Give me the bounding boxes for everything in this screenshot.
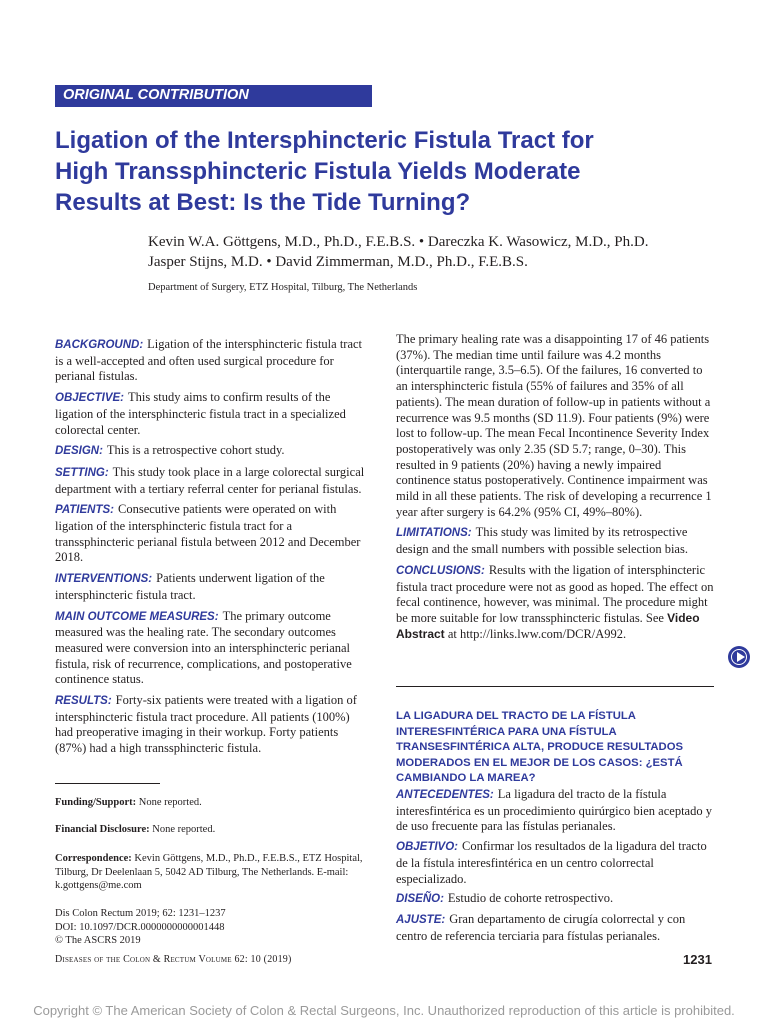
spanish-abstract [396, 787, 714, 948]
note-label: Funding/Support: [55, 797, 137, 808]
section-text: Forty-six patients were treated with a ligation of intersphincteric fistula tract procedure. All patients (100%) had preoperative imaging in their workup. Forty patients (87%) had a high transsphincteric fistula. [55, 693, 357, 756]
section-text: This study was limited by its retrospective design and the small numbers with possible selection bias. [396, 525, 688, 557]
abstract-interventions [55, 571, 370, 603]
spanish-title-line: TRANSESFINTÉRICA ALTA, PRODUCE RESULTADOS [396, 741, 684, 754]
section-text: Consecutive patients were operated on with ligation of the intersphincteric fistula tract for a transsphincteric perianal fistula between 2012 and December 2018. [55, 502, 361, 565]
section-text: This study took place in a large colorectal surgical department with a tertiary referral center for perianal fistulas. [55, 464, 365, 496]
abstract-limitations [396, 525, 714, 557]
spanish-ajuste [396, 912, 714, 944]
section-text: The primary outcome measured was the healing rate. The secondary outcomes measured were conversion into an intersphincteric perianal fistula, risk of recurrence, complications, and postoperative continence status. [55, 608, 352, 687]
abstract-background [55, 337, 370, 385]
section-text: This study aims to confirm results of the ligation of the intersphincteric fistula tract in a specialized colorectal center. [55, 390, 346, 437]
note-text: None reported. [152, 824, 216, 835]
section-label: CONCLUSIONS: [396, 564, 485, 577]
abstract-right-column [396, 332, 714, 647]
section-label: AJUSTE: [396, 913, 446, 926]
section-label: MAIN OUTCOME MEASURES: [55, 610, 219, 623]
abstract-objective [55, 390, 370, 438]
affiliation: Department of Surgery, ETZ Hospital, Tilburg, The Netherlands [148, 282, 418, 293]
title-line: Ligation of the Intersphincteric Fistula Tract for [55, 127, 594, 154]
section-label: DESIGN: [55, 445, 103, 458]
ascrs-copyright: © The ASCRS 2019 [55, 935, 141, 946]
page-number: 1231 [683, 952, 712, 967]
video-abstract-link[interactable]: Video Abstract [396, 610, 700, 641]
section-text: Gran departamento de cirugía colorrectal y con centro de referencia terciaria para fístulas perianales. [396, 911, 686, 943]
section-label: ORIGINAL CONTRIBUTION [63, 87, 249, 103]
section-label: LIMITATIONS: [396, 527, 472, 540]
author-line: Jasper Stijns, M.D. • David Zimmerman, M.D., Ph.D., F.E.B.S. [148, 254, 528, 270]
spanish-title-line: CAMBIANDO LA MAREA? [396, 772, 536, 785]
spanish-title-line: INTERESFINTÉRICA PARA UNA FÍSTULA [396, 725, 617, 738]
spanish-title [396, 709, 696, 787]
column-divider [396, 686, 714, 687]
copyright-notice: Copyright © The American Society of Colon & Rectal Surgeons, Inc. Unauthorized reproduction of this article is prohibited. [33, 1003, 735, 1018]
section-text: Patients underwent ligation of the intersphincteric fistula tract. [55, 571, 325, 602]
correspondence-note [55, 852, 373, 893]
spanish-diseno [396, 891, 714, 908]
abstract-results-continued: The primary healing rate was a disappointing 17 of 46 patients (37%). The median time until failure was 4.2 months (interquartile range, 3.5–6.5). Of the failures, 16 converted to an intersphincteric fistula (55% of failures and 35% of all patients). The mean duration of follow-up in patients without a recurrence was 9.5 months (SD 11.9). Four patients (9%) were lost to follow-up. The mean Fecal Incontinence Severity Index postoperatively was only 2.35 (SD 5.7; range, 0–30). This resulted in 9 patients (20%) having a newly impaired continence status postoperatively. Continence impairment was mild in all these patients. The risk of developing a recurrence 1 year after surgery is 64.2% (95% CI, 49%–80%). [396, 332, 712, 519]
title-line: Results at Best: Is the Tide Turning? [55, 189, 471, 216]
section-text: Results with the ligation of intersphincteric fistula tract procedure were not as good as hoped. The effect on fecal continence, however, was minimal. The procedure might be more suitable for low transsphincteric fistulas. See [396, 562, 714, 625]
section-label: BACKGROUND: [55, 339, 144, 351]
abstract-left-column [55, 337, 370, 762]
spanish-title-line: LA LIGADURA DEL TRACTO DE LA FÍSTULA [396, 710, 636, 722]
section-label: SETTING: [55, 466, 109, 479]
footnote-divider [55, 783, 160, 784]
disclosure-note [55, 823, 375, 837]
citation-block [55, 907, 375, 948]
section-label: DISEÑO: [396, 893, 444, 906]
funding-note [55, 796, 375, 810]
video-url-link[interactable]: at http://links.lww.com/DCR/A992. [447, 626, 627, 641]
note-text: Kevin Göttgens, M.D., Ph.D., F.E.B.S., ETZ Hospital, Tilburg, Dr Deelenlaan 5, 5042 AD Tilburg, The Netherlands. E-mail: k.gottgens@me.com [55, 853, 363, 891]
abstract-conclusions [396, 563, 714, 643]
section-text: Estudio de cohorte retrospectivo. [447, 891, 614, 906]
section-label: OBJECTIVE: [55, 392, 125, 405]
section-text: La ligadura del tracto de la fístula interesfintérica es un procedimiento quirúrgico bien aceptado y de uso frecuente para las fístulas perianales. [396, 787, 712, 834]
abstract-outcomes [55, 609, 370, 689]
section-text: Ligation of the intersphincteric fistula tract is a well-accepted and often used surgical procedure for perianal fistulas. [55, 337, 363, 384]
section-label: OBJETIVO: [396, 841, 458, 854]
abstract-design [55, 443, 370, 460]
section-text: This is a retrospective cohort study. [106, 443, 285, 458]
video-play-icon[interactable] [728, 646, 750, 668]
spanish-title-line: MODERADOS EN EL MEJOR DE LOS CASOS: ¿ESTÁ [396, 756, 683, 769]
article-title [55, 125, 735, 218]
note-label: Financial Disclosure: [55, 824, 150, 835]
journal-footer: Diseases of the Colon & Rectum Volume 62: 10 (2019) [55, 954, 292, 965]
abstract-results [55, 693, 370, 757]
section-banner [55, 85, 372, 107]
section-label: ANTECEDENTES: [396, 789, 494, 801]
spanish-antecedentes [396, 787, 714, 835]
section-label: RESULTS: [55, 695, 112, 708]
spanish-objetivo [396, 839, 714, 887]
section-label: INTERVENTIONS: [55, 573, 153, 586]
abstract-patients [55, 502, 370, 566]
abstract-setting [55, 465, 370, 497]
note-label: Correspondence: [55, 853, 132, 864]
doi: DOI: 10.1097/DCR.0000000000001448 [55, 921, 225, 933]
citation: Dis Colon Rectum 2019; 62: 1231–1237 [55, 908, 226, 919]
author-line: Kevin W.A. Göttgens, M.D., Ph.D., F.E.B.S. • Dareczka K. Wasowicz, M.D., Ph.D. [148, 234, 649, 250]
section-text: Confirmar los resultados de la ligadura del tracto de la fístula interesfintérica en un centro colorrectal especializado. [396, 839, 707, 886]
title-line: High Transsphincteric Fistula Yields Moderate [55, 158, 581, 185]
section-label: PATIENTS: [55, 504, 114, 517]
note-text: None reported. [138, 797, 202, 808]
author-list [148, 232, 648, 272]
